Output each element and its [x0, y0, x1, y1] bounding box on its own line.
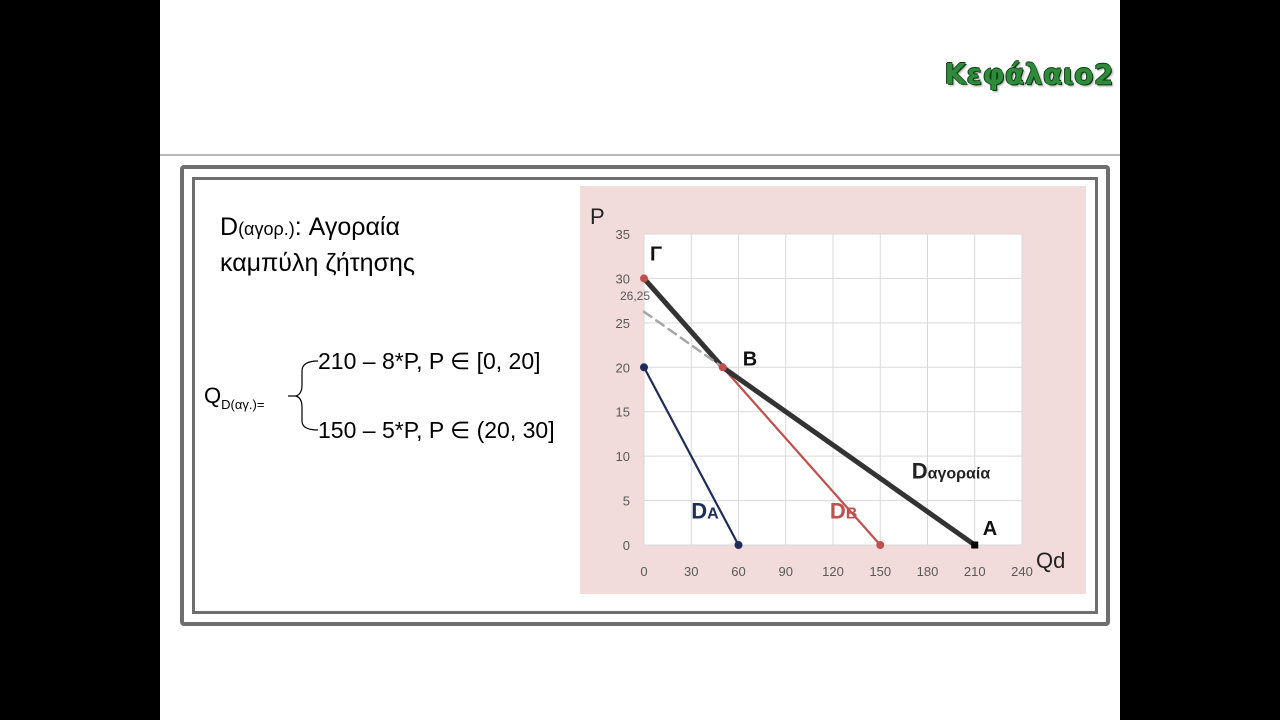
y-tick-label: 35: [615, 227, 630, 242]
demand-chart: [580, 186, 1086, 594]
y-tick-label: 25: [615, 315, 630, 331]
x-tick-label: 210: [963, 564, 986, 579]
series-label-main: D: [911, 458, 928, 484]
title-main: D: [220, 213, 239, 241]
curly-brace-icon: [284, 345, 320, 435]
formula-case-1: 210 – 8*P, P ∈ [0, 20]: [318, 348, 541, 374]
data-point: [640, 274, 648, 282]
demand-formula: [204, 345, 624, 455]
y-axis-label: P: [590, 204, 605, 229]
point-annotation: Γ: [650, 243, 663, 266]
title-sub: (αγορ.): [238, 219, 295, 239]
x-tick-label: 240: [1011, 564, 1033, 579]
formula-lhs: [204, 383, 265, 412]
point-annotation: 26,25: [620, 288, 651, 303]
chapter-label: Κεφάλαιο2: [944, 58, 1114, 91]
x-axis-label: Qd: [1036, 548, 1066, 573]
x-tick-label: 180: [916, 564, 939, 579]
data-point: [735, 541, 743, 549]
x-tick-label: 90: [778, 564, 793, 579]
title-rest: : Αγοραία: [294, 213, 400, 241]
y-tick-label: 30: [615, 271, 630, 287]
x-tick-label: 30: [684, 564, 699, 579]
header-divider: [160, 154, 1120, 156]
x-tick-label: 0: [640, 564, 648, 579]
series-label-main: D: [829, 498, 846, 524]
q-symbol: Q: [204, 383, 222, 408]
formula-case-2: 150 – 5*P, P ∈ (20, 30]: [318, 417, 555, 443]
equals-sign: =: [256, 397, 265, 412]
q-subscript: D(αγ.): [221, 397, 257, 412]
x-tick-label: 60: [731, 564, 746, 579]
x-tick-label: 150: [869, 564, 892, 579]
point-annotation: A: [982, 518, 998, 540]
series-label-sub: αγοραία: [927, 465, 991, 483]
series-label-main: D: [691, 498, 708, 524]
y-tick-label: 15: [615, 404, 630, 420]
slide: [160, 0, 1120, 720]
data-point: [640, 363, 648, 371]
x-tick-label: 120: [822, 564, 844, 579]
data-point: [876, 541, 884, 549]
y-tick-label: 5: [622, 493, 630, 509]
data-point: [971, 542, 978, 549]
series-label-sub: A: [707, 505, 719, 523]
chart-svg: [580, 186, 1086, 594]
point-annotation: B: [742, 348, 758, 371]
slide-title: [220, 210, 415, 280]
y-tick-label: 10: [615, 449, 630, 465]
series-label-sub: B: [845, 505, 858, 523]
title-line-1: [220, 210, 415, 246]
y-tick-label: 20: [615, 360, 630, 376]
y-tick-label: 0: [622, 538, 630, 553]
title-line-2: καμπύλη ζήτησης: [220, 249, 415, 277]
data-point: [719, 363, 727, 371]
